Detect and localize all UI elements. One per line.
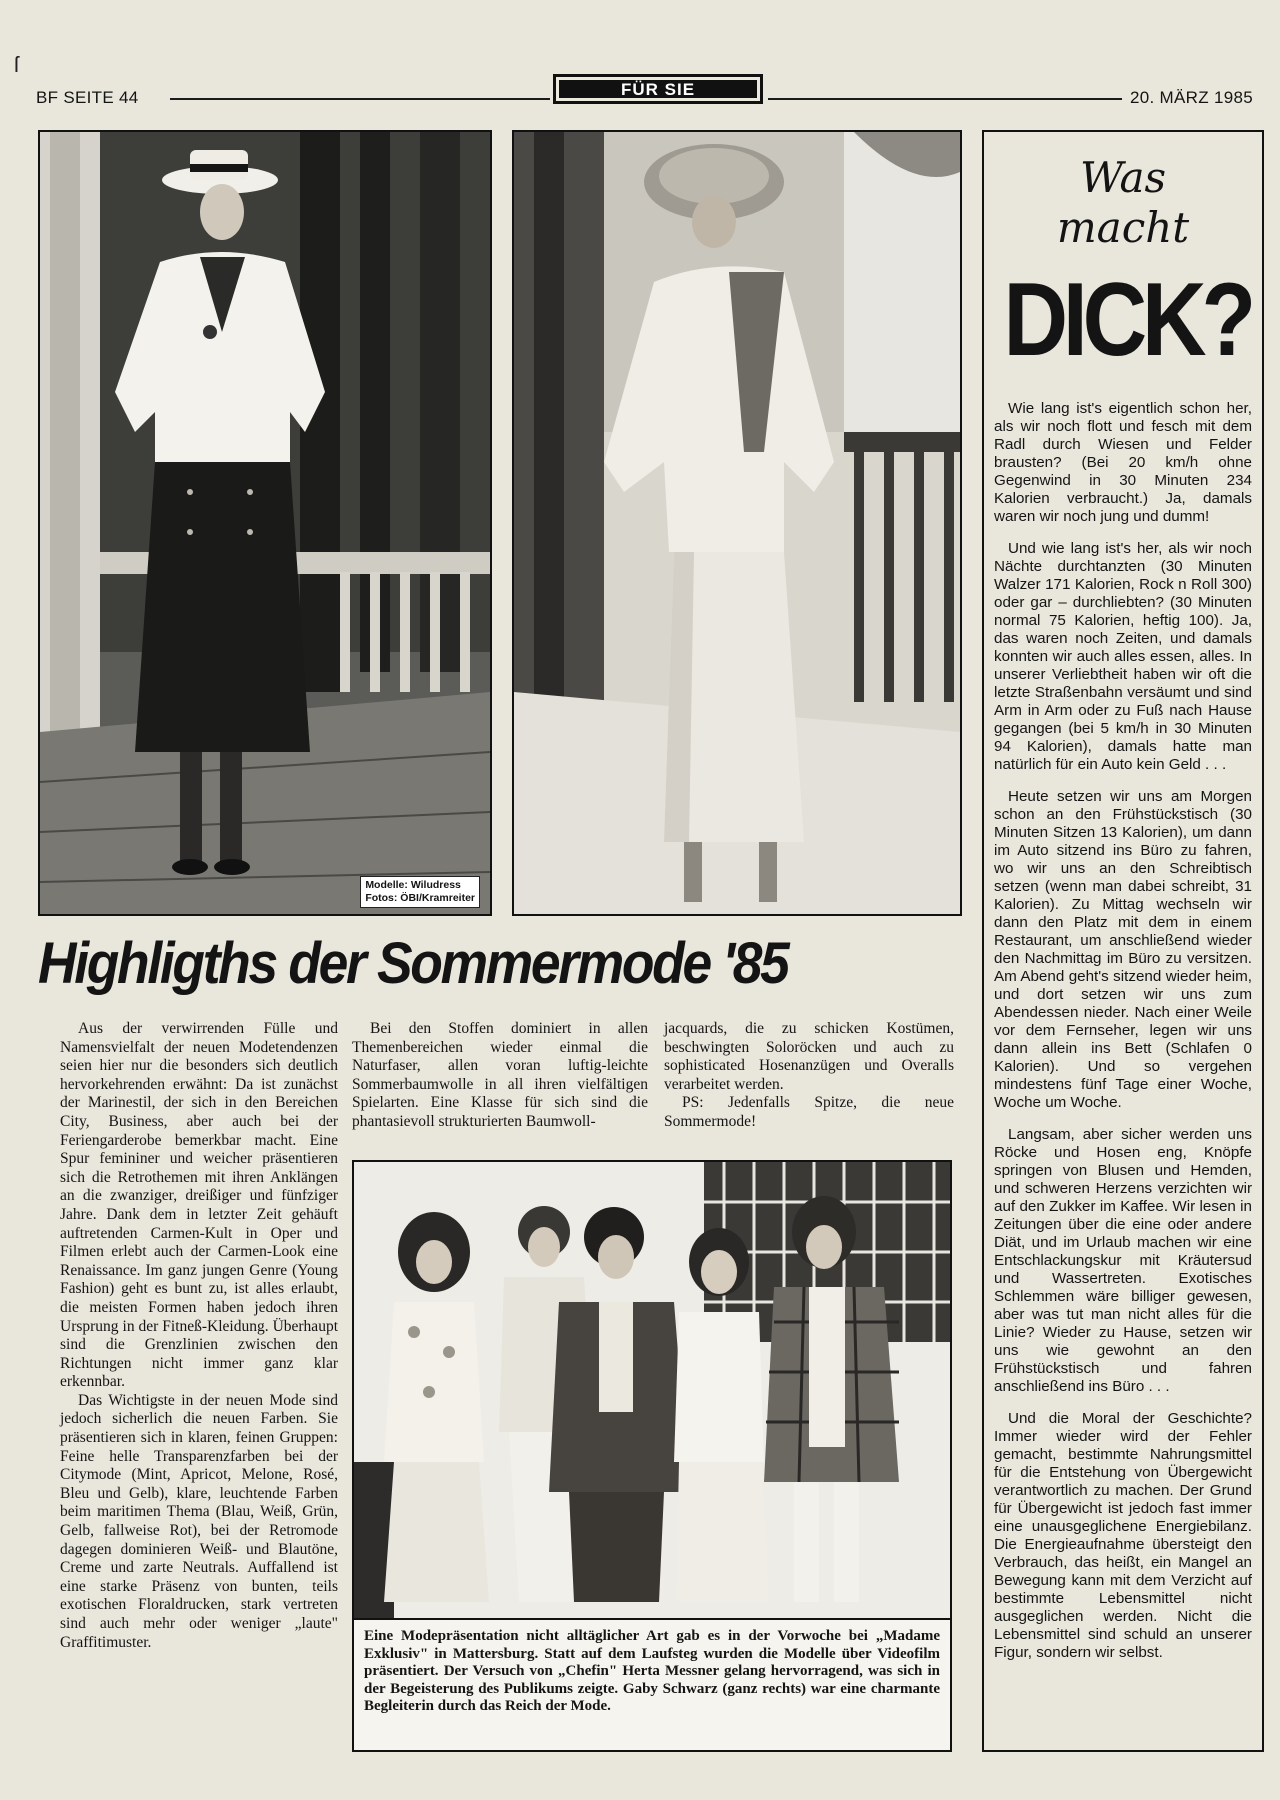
header-rule-left: [170, 98, 550, 100]
photo-credit-models: Modelle: Wiludress: [365, 879, 461, 891]
sidebar-article: [982, 130, 1264, 1752]
sidebar-body: [994, 400, 1252, 1676]
sidebar-paragraph: Und die Moral der Geschichte? Immer wieder wird der Fehler gemacht, bestimmte Nahrungsmittel für die Entstehung von Übergewicht verantwortlich zu machen. Der Grund für Übergewicht ist jedoch fast immer eine unausgeglichene Energiebilanz. Die Energieaufnahme übersteigt den Verbrauch, das heißt, ein Mangel an Bewegung kann mit dem Verzicht auf bestimmte Lebensmittel nicht ausgeglichen werden. Nicht die Lebensmittel sind schuld an unserer Figur, sondern wir selbst.: [994, 1410, 1252, 1661]
sidebar-title-line1: Was: [1079, 153, 1167, 202]
sidebar-paragraph: Langsam, aber sicher werden uns Röcke und Hosen eng, Knöpfe springen von Blusen und Hemden, und schweren Herzens verzichten wir auf den Zukker im Kaffee. Wir lesen in Zeitungen über die eine oder andere Diät, und im Urlaub machen wir eine Entschlackungskur mit Kräutersud und Wassertreten. Exotisches Schlemmen wäre billiger gewesen, aber was tut man nicht alles für die Linie? Wieder zu Hause, setzen wir uns wie gewohnt an den Frühstückstisch und fahren anschließend ins Büro . . .: [994, 1126, 1252, 1395]
page-number: BF SEITE 44: [36, 88, 139, 107]
sidebar-paragraph: Heute setzen wir uns am Morgen schon an den Frühstückstisch (30 Minuten Sitzen 13 Kalorien), um dann im Auto sitzend ins Büro zu fahren, wo wir uns an den Schreibtisch setzen (wenn man dabei schreibt, 31 Kalorien). Zu Mittag wechseln wir dann den Platz mit dem in einem Restaurant, um anschließend wieder den Nachmittag im Büro zu versitzen. Am Abend geht's sitzend wieder heim, und dort setzen wir uns zum Abendessen nieder. Nach einer Weile vor dem Fernseher, legen wir uns dann allein ins Bett (Schlafen 0 Kalorien). Und so vergehen mindestens fünf Tage einer Woche, Woche um Woche.: [994, 788, 1252, 1111]
margin-mark: ſ: [14, 52, 19, 77]
article-paragraph: Das Wichtigste in der neuen Mode sind jedoch sicherlich die neuen Farben. Sie präsentieren sich in klaren, feinen Gruppen: Feine helle Transparenzfarben bei der Citymode (Mint, Apricot, Melone, Rosé, Bleu und Gelb), klare, leuchtende Farben beim maritimen Thema (Blau, Weiß, Grün, Gelb, fallweise Rot), bei der Retromode dagegen dominieren Weiß- und Blautöne, Creme und zarte Neutrals. Auffallend ist eine starke Präsenz von bunten, teils exotischen Floraldrucken, stark vertreten sind auch mehr oder weniger „laute" Graffitimuster.: [60, 1391, 338, 1651]
article-column-3: [664, 1020, 954, 1132]
fashion-photo-left: [38, 130, 492, 916]
photo-credit-photos: Fotos: ÖBI/Kramreiter: [365, 892, 475, 904]
header-rule-right: [768, 98, 1122, 100]
sidebar-title-line2: macht: [1056, 203, 1190, 252]
article-paragraph: Bei den Stoffen dominiert in allen Themenbereichen wieder einmal die Naturfaser, allen voran luftig-leichte Sommerbaumwolle in all ihren vielfältigen Spielarten. Eine Klasse für sich sind die phantasievoll strukturierten Baumwoll-: [352, 1020, 648, 1130]
sidebar-paragraph: Wie lang ist's eigentlich schon her, als wir noch flott und fesch mit dem Radl durch Wiesen und Felder brausten? (Bei 20 km/h ohne Gegenwind in 30 Minuten 234 Kalorien verbraucht.) Ja, damals waren wir noch jung und dumm!: [994, 400, 1252, 525]
sidebar-paragraph: Und wie lang ist's her, als wir noch Nächte durchtanzten (30 Minuten Walzer 171 Kalorien, Rock n Roll 300) oder gar – durchliebten? (30 Minuten normal 75 Kalorien, heftig 100). Ja, das waren noch Zeiten, und damals konnten wir auch alles essen, alles. In unserer Verliebtheit haben wir oft die letzte Straßenbahn versäumt und sind Arm in Arm oder zu Fuß nach Hause gegangen (bei 5 km/h in 30 Minuten 94 Kalorien), damals hatte man natürlich für ein Auto kein Geld . . .: [994, 540, 1252, 773]
fashion-photo-center-image: [514, 132, 960, 914]
article-paragraph: Aus der verwirrenden Fülle und Namensvielfalt der neuen Modetendenzen seien hier nur die besonders sich deutlich hervorkehrenden erwähnt: Da ist zunächst der Marinestil, der sich in den Bereichen City, Business, aber auch bei der Feriengarderobe bemerkbar macht. Eine Spur femininer und weicher präsentieren sich die Retrothemen mit ihren Anklängen an die zwanziger, dreißiger und fünfziger Jahre. Dank dem in letzter Zeit gehäuft auftretenden Carmen-Kult in Oper und Filmen erlebt auch der Carmen-Look eine Renaissance. Im ganz jungen Genre (Young Fashion) geht es bunt zu, ist alles erlaubt, die meisten Formen haben jedoch ihren Ursprung in der Fitneß-Kleidung. Überhaupt sind die Grenzlinien zwischen den Richtungen nicht immer ganz klar erkennbar.: [60, 1020, 338, 1391]
group-photo-image: [354, 1162, 950, 1618]
article-column-2: [352, 1020, 648, 1132]
article-headline: Highligths der Sommermode '85: [38, 931, 788, 996]
sidebar-title-big: DICK?: [1003, 262, 1251, 378]
article-paragraph: PS: Jedenfalls Spitze, die neue Sommermode!: [664, 1094, 954, 1130]
section-rubric-label: FÜR SIE: [559, 80, 757, 98]
section-rubric: [553, 74, 763, 104]
issue-date: 20. MÄRZ 1985: [1130, 88, 1253, 107]
group-photo: [352, 1160, 952, 1620]
fashion-photo-center: [512, 130, 962, 916]
fashion-photo-left-image: [40, 132, 490, 914]
photo-credit: [360, 876, 480, 908]
article-paragraph: jacquards, die zu schicken Kostümen, beschwingten Soloröcken und auch zu sophisticated Hosenanzügen und Overalls verarbeitet werden.: [664, 1020, 954, 1093]
group-photo-caption: Eine Modepräsentation nicht alltäglicher Art gab es in der Vorwoche bei „Madame Exklusiv" in Mattersburg. Statt auf dem Laufsteg wurden die Modelle über Videofilm präsentiert. Der Versuch von „Chefin" Herta Messner gelang hervorragend, was sich in der Begeisterung des Publikums zeigte. Gaby Schwarz (ganz rechts) war eine charmante Begleiterin durch das Reich der Mode.: [352, 1618, 952, 1752]
article-column-1: [60, 1020, 338, 1652]
